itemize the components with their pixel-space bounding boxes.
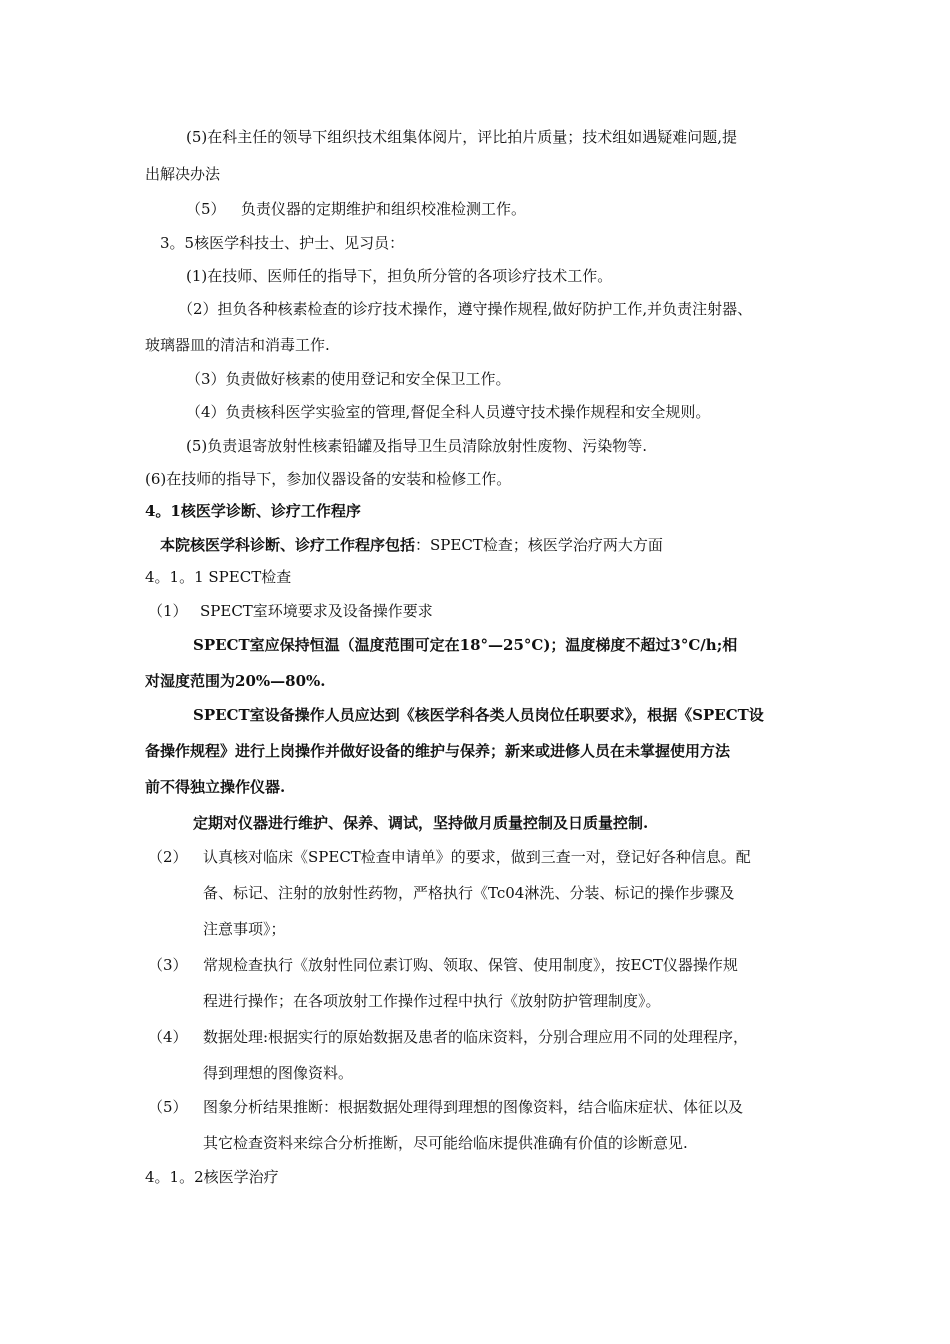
bold-paragraph-line: 定期对仪器进行维护、保养、调试，坚持做月质量控制及日质量控制. <box>193 814 649 832</box>
bold-paragraph-line: SPECT室设备操作人员应达到《核医学科各类人员岗位任职要求》，根据《SPECT设 <box>193 706 764 724</box>
paragraph-line: (5)在科主任的领导下组织技术组集体阅片，评比拍片质量；技术组如遇疑难问题,提 <box>186 128 738 146</box>
list-item <box>148 600 433 622</box>
list-text: 程进行操作；在各项放射工作操作过程中执行《放射防护管理制度》。 <box>203 992 661 1010</box>
paragraph-line <box>160 534 663 556</box>
list-text: 认真核对临床《SPECT检查申请单》的要求，做到三查一对，登记好各种信息。配 <box>203 848 751 866</box>
list-number: （5） <box>148 1098 188 1116</box>
list-text: 数据处理:根据实行的原始数据及患者的临床资料，分别合理应用不同的处理程序， <box>203 1028 749 1046</box>
list-text: 备、标记、注射的放射性药物，严格执行《Tc04淋洗、分装、标记的操作步骤及 <box>203 884 735 902</box>
list-number: （4） <box>148 1028 188 1046</box>
section-heading: 3。5核医学科技士、护士、见习员： <box>160 234 405 252</box>
list-text: 常规检查执行《放射性同位素订购、领取、保管、使用制度》，按ECT仪器操作规 <box>203 956 738 974</box>
paragraph-line: 玻璃器皿的清洁和消毒工作. <box>145 336 330 354</box>
bold-paragraph-line: 对湿度范围为20%—80%. <box>145 672 326 690</box>
list-text: 得到理想的图像资料。 <box>203 1064 354 1082</box>
subsection-heading: 4。1。2核医学治疗 <box>145 1168 279 1186</box>
list-number: （1） <box>148 602 188 620</box>
list-number: （3） <box>148 956 188 974</box>
list-item: (1)在技师、医师任的指导下，担负所分管的各项诊疗技术工作。 <box>186 267 613 285</box>
bold-paragraph-line: 备操作规程》进行上岗操作并做好设备的维护与保养；新来或进修人员在未掌握使用方法 <box>145 742 731 760</box>
list-text: 图象分析结果推断：根据数据处理得到理想的图像资料，结合临床症状、体征以及 <box>203 1098 744 1116</box>
list-text: SPECT室环境要求及设备操作要求 <box>200 602 433 620</box>
list-item: （2）担负各种核素检查的诊疗技术操作，遵守操作规程,做好防护工作,并负责注射器、 <box>178 300 753 318</box>
subsection-heading: 4。1。1 SPECT检查 <box>145 568 292 586</box>
list-item: （3）负责做好核素的使用登记和安全保卫工作。 <box>186 370 511 388</box>
list-number: （2） <box>148 848 188 866</box>
list-text: 其它检查资料来综合分析推断，尽可能给临床提供准确有价值的诊断意见. <box>203 1134 688 1152</box>
section-heading: 4。1核医学诊断、诊疗工作程序 <box>145 502 361 520</box>
bold-paragraph-line: 前不得独立操作仪器. <box>145 778 286 796</box>
plain-text: ：SPECT检查；核医学治疗两大方面 <box>415 536 663 554</box>
list-item: （4）负责核科医学实验室的管理,督促全科人员遵守技术操作规程和安全规则。 <box>186 403 711 421</box>
list-item: (6)在技师的指导下，参加仪器设备的安装和检修工作。 <box>145 470 512 488</box>
list-item: (5)负责退寄放射性核素铅罐及指导卫生员清除放射性废物、污染物等. <box>186 437 648 455</box>
bold-text: 本院核医学科诊断、诊疗工作程序包括 <box>160 536 416 554</box>
list-item <box>186 198 526 220</box>
paragraph-line: 出解决办法 <box>145 165 221 183</box>
bold-paragraph-line: SPECT室应保持恒温（温度范围可定在18°—25°C)；温度梯度不超过3°C/h;相 <box>193 636 738 654</box>
list-number: （5） <box>186 200 226 218</box>
list-text: 注意事项》； <box>203 920 286 938</box>
list-text: 负责仪器的定期维护和组织校准检测工作。 <box>241 200 527 218</box>
